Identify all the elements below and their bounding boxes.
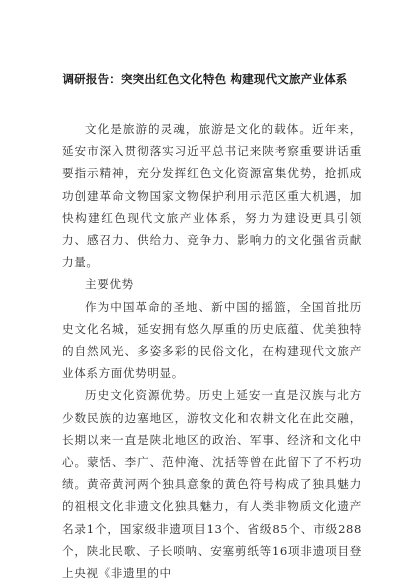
advantages-paragraph: 作为中国革命的圣地、新中国的摇篮，全国首批历史文化名城，延安拥有悠久厚重的历史底蕴、优美独特的自然风光、多姿多彩的民俗文化，在构建现代文旅产业体系方面优势明显。 [62, 299, 362, 381]
section-heading-main-advantages: 主要优势 [85, 277, 134, 292]
document-title: 调研报告：突突出红色文化特色 构建现代文旅产业体系 [62, 72, 348, 86]
intro-paragraph: 文化是旅游的灵魂，旅游是文化的载体。近年来，延安市深入贯彻落实习近平总书记来陕考察重要讲话重要指示精神，充分发挥红色文化资源富集优势，抢抓成功创建革命文物国家文物保护利用示范区重大机遇，加快构建红色现代文旅产业体系，努力为建设更具引领力、感召力、供给力、竞争力、影响力的文化强省贡献力量。 [62, 122, 362, 270]
document-body [62, 118, 362, 584]
history-culture-paragraph: 历史文化资源优势。历史上延安一直是汉族与北方少数民族的边塞地区，游牧文化和农耕文化在此交融，长期以来一直是陕北地区的政治、军事、经济和文化中心。蒙恬、李广、范仲淹、沈括等曾在此留下了不朽功绩。黄帝黄河两个独具意象的黄色符号构成了独具魅力的祖根文化非遗文化独具魅力，有人类非物质文化遗产名录1个，国家级非遗项目13个、省级85个、市级288个，陕北民歌、子长唢呐、安塞剪纸等16项非遗项目登上央视《非遗里的中 [62, 388, 362, 581]
